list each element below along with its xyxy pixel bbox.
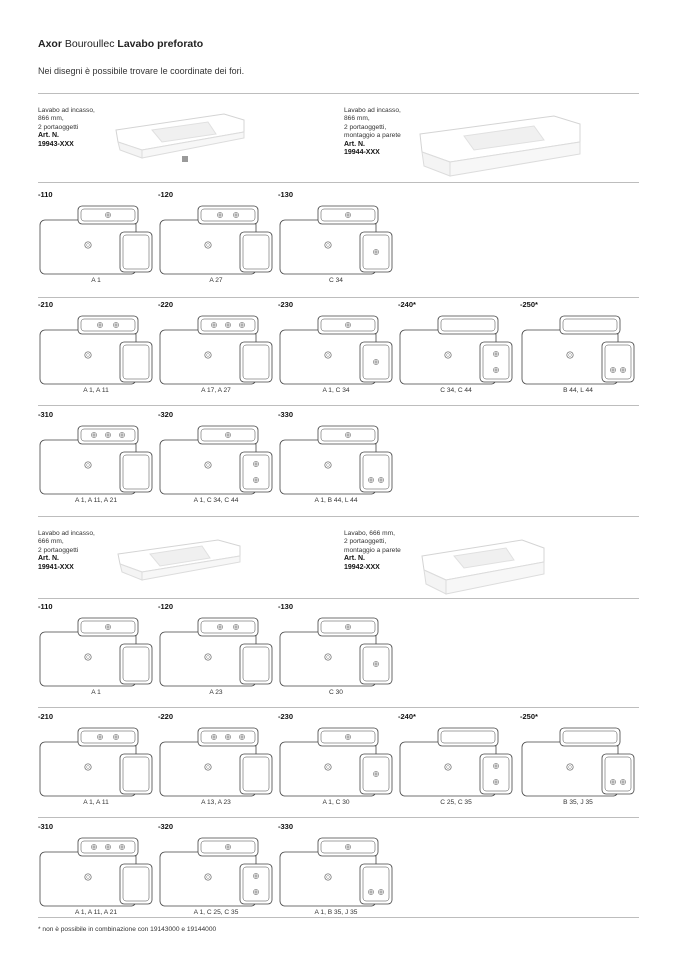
hole-coordinates-caption: A 1, A 11, A 21 — [74, 497, 118, 504]
hole-coordinates-caption: B 44, L 44 — [563, 387, 593, 394]
hole-diagram — [38, 832, 154, 912]
variant-code: -240* — [398, 300, 416, 309]
page-title — [38, 38, 203, 50]
hole-diagram — [38, 310, 154, 390]
hole-diagram — [278, 722, 394, 802]
hole-coordinates-caption: A 1, C 25, C 35 — [193, 909, 239, 916]
hole-coordinates-caption: A 1, A 11 — [83, 387, 109, 394]
hole-diagram — [38, 420, 154, 500]
variant-code: -310 — [38, 410, 54, 419]
divider — [38, 297, 639, 298]
hole-diagram — [158, 420, 274, 500]
page-subtitle: Nei disegni è possibile trovare le coordinate dei fori. — [38, 66, 245, 76]
hole-coordinates-caption: A 1, B 35, J 35 — [314, 909, 358, 916]
hole-diagram — [520, 722, 636, 802]
variant-code: -230 — [278, 300, 294, 309]
hole-diagram — [158, 832, 274, 912]
divider — [38, 917, 639, 918]
footnote: * non è possibile in combinazione con 19143000 e 19144000 — [38, 926, 217, 933]
hole-coordinates-caption: C 34 — [329, 277, 343, 284]
variant-code: -250* — [520, 300, 538, 309]
product-info-1: Lavabo ad incasso, 866 mm, 2 portaoggetti Art. N. 19943-XXX — [38, 107, 95, 148]
variant-code: -320 — [158, 822, 174, 831]
variant-code: -210 — [38, 300, 54, 309]
variant-code: -330 — [278, 822, 294, 831]
hole-diagram — [38, 722, 154, 802]
hole-coordinates-caption: A 1, C 30 — [322, 799, 350, 806]
product-info-4: Lavabo, 666 mm, 2 portaoggetti, montaggio a parete Art. N. 19942-XXX — [344, 530, 401, 571]
hole-coordinates-caption: A 1 — [91, 277, 101, 284]
basin-image-19944 — [414, 102, 584, 180]
variant-code: -120 — [158, 602, 174, 611]
hole-diagram — [38, 200, 154, 280]
hole-diagram — [278, 420, 394, 500]
divider — [38, 707, 639, 708]
variant-code: -240* — [398, 712, 416, 721]
variant-code: -110 — [38, 602, 53, 611]
hole-diagram — [38, 612, 154, 692]
variant-code: -250* — [520, 712, 538, 721]
basin-image-19941 — [114, 528, 244, 584]
hole-diagram — [278, 612, 394, 692]
variant-code: -110 — [38, 190, 53, 199]
hole-diagram — [158, 722, 274, 802]
hole-coordinates-caption: C 30 — [329, 689, 343, 696]
hole-coordinates-caption: A 17, A 27 — [201, 387, 231, 394]
series-name: Bouroullec — [64, 38, 115, 50]
product-info-3: Lavabo ad incasso, 666 mm, 2 portaoggetti Art. N. 19941-XXX — [38, 530, 95, 571]
brand-name: Axor — [38, 38, 62, 50]
variant-code: -130 — [278, 602, 294, 611]
variant-code: -220 — [158, 712, 174, 721]
variant-code: -130 — [278, 190, 294, 199]
variant-code: -120 — [158, 190, 174, 199]
hole-diagram — [520, 310, 636, 390]
divider — [38, 598, 639, 599]
hole-diagram — [278, 200, 394, 280]
hole-coordinates-caption: A 13, A 23 — [201, 799, 231, 806]
hole-coordinates-caption: A 1, A 11 — [83, 799, 109, 806]
hole-coordinates-caption: A 1, C 34 — [322, 387, 350, 394]
hole-coordinates-caption: A 1, B 44, L 44 — [314, 497, 358, 504]
hole-diagram — [158, 200, 274, 280]
hole-coordinates-caption: A 1, C 34, C 44 — [193, 497, 239, 504]
divider — [38, 405, 639, 406]
variant-code: -210 — [38, 712, 54, 721]
basin-image-19943 — [112, 102, 247, 164]
divider — [38, 817, 639, 818]
hole-diagram — [158, 612, 274, 692]
hole-diagram — [158, 310, 274, 390]
variant-code: -310 — [38, 822, 54, 831]
variant-code: -320 — [158, 410, 174, 419]
divider — [38, 93, 639, 94]
basin-image-19942 — [418, 528, 548, 598]
hole-coordinates-caption: C 34, C 44 — [440, 387, 472, 394]
variant-code: -220 — [158, 300, 174, 309]
product-info-2: Lavabo ad incasso, 866 mm, 2 portaoggetti, montaggio a parete Art. N. 19944-XXX — [344, 107, 401, 157]
divider — [38, 516, 639, 517]
hole-diagram — [278, 832, 394, 912]
hole-diagram — [398, 722, 514, 802]
hole-coordinates-caption: B 35, J 35 — [563, 799, 593, 806]
hole-coordinates-caption: C 25, C 35 — [440, 799, 472, 806]
divider — [38, 182, 639, 183]
hole-coordinates-caption: A 1 — [91, 689, 101, 696]
hole-diagram — [278, 310, 394, 390]
variant-code: -230 — [278, 712, 294, 721]
variant-code: -330 — [278, 410, 294, 419]
hole-coordinates-caption: A 23 — [209, 689, 223, 696]
hole-coordinates-caption: A 1, A 11, A 21 — [74, 909, 118, 916]
hole-diagram — [398, 310, 514, 390]
product-name: Lavabo preforato — [117, 38, 204, 50]
hole-coordinates-caption: A 27 — [209, 277, 223, 284]
